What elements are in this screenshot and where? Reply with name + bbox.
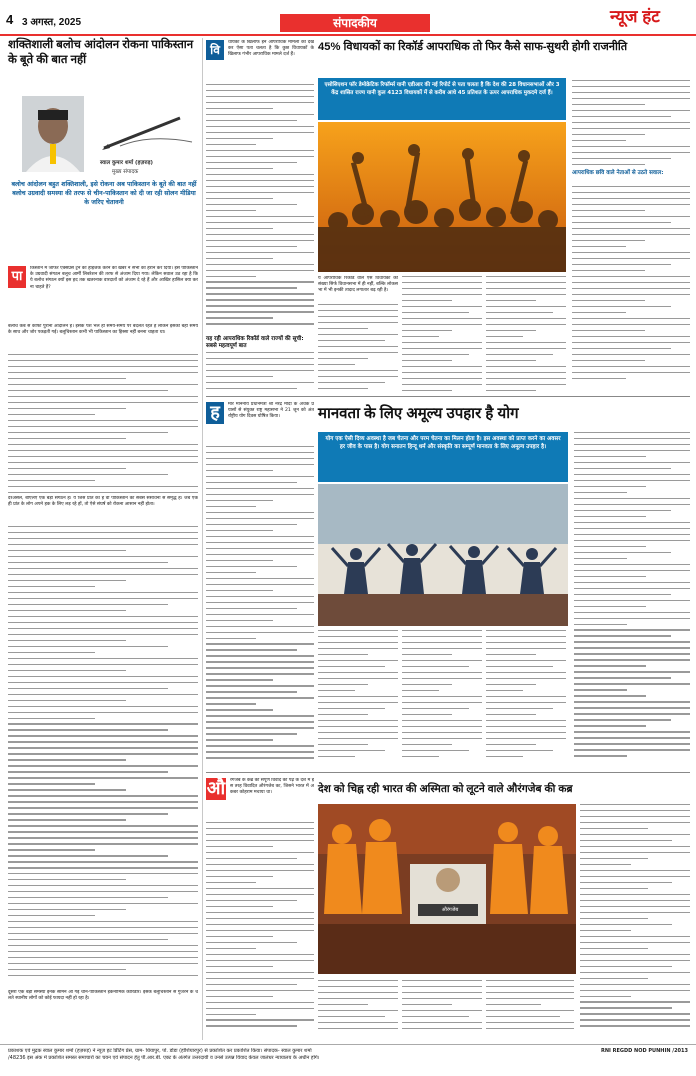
article3-highlight: योग एक ऐसी दिव्य अवस्था है जब चेतना और परम चेतना का मिलन होता है। इस अवस्था को प्राप्त करने का अवसर हर जीव के पास है। योग सनातन हिन्दू धर्म और संस्कृति का सम्पूर्ण मानवता के लिए अमूल्य उपहार है। — [318, 432, 568, 482]
header-rule — [0, 34, 696, 36]
article-mid-dropcap: वि — [206, 40, 224, 60]
article-mid-body-text-2 — [206, 352, 314, 392]
protest-crowd-image — [318, 122, 566, 272]
article3-title: मानवता के लिए अमूल्य उपहार है योग — [318, 405, 519, 422]
article4-intro: रंगजेब के कब्रें की संपूर्ण विवाद को पढ़ के देश में इस तरह विवादित औरंगजेब का, जिसने भारत में अकबर कोहराम मचाया था। — [230, 778, 314, 796]
article4-col1-text — [206, 822, 314, 1036]
article3-dropcap: ह — [206, 402, 224, 424]
yoga-group-image — [318, 484, 568, 626]
article2-body-col1 — [318, 304, 398, 392]
article-mid-subhead: यह रही आपराधिक रिकॉर्ड वाले राज्यों की सूची: सबसे महत्वपूर्ण बात — [206, 336, 304, 349]
author-name: स्वाल कुमार शर्मा (हज़रुड़) — [100, 160, 153, 166]
brand-logo: न्यूज हंट — [610, 7, 660, 26]
article4-body-col3 — [486, 980, 574, 1036]
article2-highlight: एसोसिएशन फॉर डेमोक्रेटिक रिफॉर्म्स यानी एडीआर की नई रिपोर्ट से पता चलता है कि देश की 28 विधानसभाओं और 3 केंद्र शासित राज्य यानी कुल 4123 विधायकों में से करीब आधे 45 प्रतिशत के ऊपर आपराधिक मुकदमे दर्ज हैं। — [318, 78, 566, 120]
article2-body-col2 — [402, 276, 482, 392]
imprint-line-2: /48236 इस अंक में प्रकाशित समस्त समाचारों का चयन एवं संपादन हेतु पी.आर.बी. एक्ट के अंतर्गत उत्तरदायी व उनसे उत्पन्न विवाद केवल जालंधर न्यायालय के अधीन होंगे। — [8, 1055, 320, 1061]
article3-body-col1 — [318, 630, 398, 768]
article3-body-col2 — [402, 630, 482, 768]
article2-side-text — [572, 80, 690, 168]
article4-title: देश को चिह्न रही भारत की अस्मिता को लूटने वाले औरंगजेब की कब्र — [318, 783, 573, 795]
article4-body-col1 — [318, 980, 398, 1036]
author-role: मुख्य संपादक — [112, 169, 139, 175]
article2-side-subhead: आपराधिक छवि वाले नेताओं से उठते सवाल: — [572, 170, 664, 176]
page-number: 4 — [6, 12, 14, 27]
article-mid-lead: धायकों के खिलाफ इन आपराधिक मामलों को देखकर ऐसा पता चलता है कि कुछ विधायकों के खिलाफ गंभीर आपराधिक मामले दर्ज हैं। — [228, 40, 314, 58]
article1-body-text-2 — [8, 526, 198, 986]
author-portrait-icon — [22, 96, 84, 172]
article1-deck: बलोच आंदोलन बहुत शक्तिशाली, इसे रोकना अब पाकिस्तान के बूते की बात नहीं बलोच उग्रवादी समस्या की तरफ से चीन-पाकिस्तान को दी जा रही सोलन मीडिया के जरिए चेतावनी — [11, 181, 197, 206]
section-divider-2 — [206, 772, 690, 773]
article1-para3: दरअसल, बीएलए एक बड़ा संगठन है। ये जिस प्रांत का है वो पाकिस्तान का सबसे संसाधनों से समृद्ध है। जब एक ही प्रांत के लोग अपने हक के लिए लड़ रहे हों, तो ऐसे संघर्ष को रोकना आसान नहीं होता। — [8, 496, 198, 508]
article4-dropcap: औ — [206, 778, 226, 799]
article1-para4: दूसरी एक बड़ी समस्या इनके सामने आ गई चीन-पाकिस्तान इकनॉमिक कॉरिडोर। इसके बलूचिस्तान से गुजरने के चलते स्थानीय लोगों को कोई फायदा नहीं हो रहा है। — [8, 990, 198, 1002]
article1-lead: किस्तान में जाफर एक्सप्रेस ट्रेन को हाइजैक करने की खबर ने सभी को हैरान कर दिया। इसे पाकिस्तान के उग्रवादी संगठन बलूच आर्मी लिबरेशन की तरफ से अंजाम दिया गया। लेकिन सवाल उठ रहा है कि ये बलोच संगठन क्यों इस हद तक खतरनाक वारदातों को अंजाम दे रहे हैं और आखिर हासिल क्या करना चाहते हैं? — [30, 266, 198, 290]
article4-body-col2 — [402, 980, 482, 1036]
article4-photo-caption: औरंगजेब — [441, 907, 459, 913]
article1-body-text — [8, 354, 198, 494]
article3-intro: मारे माननीय प्रधानमंत्री श्री नरेंद्र मोदी के अथक प्रयासों से संयुक्त राष्ट्र महासभा ने 21 जून को अंतर्राष्ट्रीय योग दिवस घोषित किया। — [228, 402, 314, 420]
author-photo — [22, 96, 84, 172]
imprint-line-1: प्रकाशक एवं मुद्रक स्वाल कुमार शर्मा (हज़रुड़) ने न्यूज़ हट प्रिंटिंग प्रेस, ग्राम- धियापुर, पो. डोडा (होशियारपुर) से प्रकाशित कर प्रकाशित किया। संपादक- स्वाल कुमार शर्मा — [8, 1048, 312, 1054]
rni-number: RNI REGDD NOD PUNHIN /2013 — [601, 1048, 688, 1054]
imprint-footer — [0, 1044, 696, 1076]
article2-body-col3 — [486, 276, 566, 392]
article2-side-text-2 — [572, 186, 690, 386]
article4-photo — [318, 804, 576, 974]
article3-side-text — [574, 432, 690, 768]
article-mid-body-text — [206, 84, 314, 334]
article3-body-col3 — [486, 630, 566, 768]
pen-illustration — [100, 112, 196, 152]
column-divider — [202, 38, 203, 1040]
section-label: संपादकीय — [280, 14, 430, 32]
article3-photo — [318, 484, 568, 626]
article1-para2: बलोच कब से काफी पुराना आंदोलन है। इसके पेश भले ही समय-समय पर बदलते रहते हैं लेकिन इसकी बहीं समय के साथ और जोर पकड़ती गई। बलूचिस्तान कभी भी पाकिस्तान का हिस्सा नहीं बनना चाहता था। — [8, 324, 198, 336]
section-divider — [206, 396, 690, 397]
article2-title: 45% विधायकों का रिकॉर्ड आपराधिक तो फिर कैसे साफ-सुथरी होगी राजनीति — [318, 41, 628, 53]
article4-side-text — [580, 804, 690, 1036]
protest-effigy-image — [318, 804, 576, 974]
article1-title: शक्तिशाली बलोच आंदोलन रोकना पाकिस्तान के बूते की बात नहीं — [8, 39, 194, 66]
article1-dropcap: पा — [8, 266, 26, 288]
article2-body: ये आपराधिक रिकॉर्ड वाले ऐसे विधायकों की संख्या सिर्फ विधानसभा में ही नहीं, बल्कि लोकसभा में भी इनकी तादाद लगातार बढ़ रही है। — [318, 276, 398, 294]
issue-date: 3 अगस्त, 2025 — [22, 17, 82, 28]
article3-col1-text — [206, 446, 314, 766]
article2-photo — [318, 122, 566, 272]
